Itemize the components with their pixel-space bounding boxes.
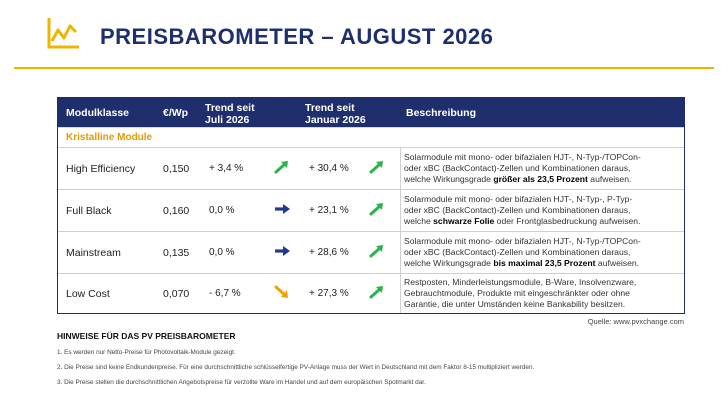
trend-arrow-icon xyxy=(368,244,386,261)
source-note: Quelle: www.pvxchange.com xyxy=(587,317,684,326)
trend-arrow-icon xyxy=(273,285,291,302)
row-trend-januar xyxy=(305,274,400,313)
table-row xyxy=(58,189,684,231)
note-item: 2. Die Preise sind keine Endkundenpreise. Für eine durchschnittliche schlüsselfertige PV-Anlage muss der Wert in Deutschland mit dem Faktor 8-15 multipliziert werden. xyxy=(57,364,535,371)
row-desc-line: oder xBC (BackContact)-Zellen und Kombinationen daraus, xyxy=(404,205,631,215)
row-trend-januar xyxy=(305,148,400,189)
trend-arrow-icon xyxy=(273,202,291,219)
row-beschreibung xyxy=(400,232,684,273)
row-price: 0,135 xyxy=(163,246,190,259)
trend-arrow-icon xyxy=(368,160,386,177)
row-trend-juli-value: + 3,4 % xyxy=(209,163,244,174)
row-trend-januar xyxy=(305,190,400,231)
row-modulklasse: Low Cost xyxy=(66,287,110,300)
row-beschreibung xyxy=(400,190,684,231)
row-modulklasse: High Efficiency xyxy=(66,162,136,175)
col-header-trend-juli-line2: Juli 2026 xyxy=(205,114,250,126)
row-desc-line: Restposten, Minderleistungsmodule, B-Ware, Insolvenzware, xyxy=(404,277,637,287)
row-modulklasse: Mainstream xyxy=(66,246,121,259)
row-trend-juli xyxy=(205,274,305,313)
row-desc-line: welche Wirkungsgrade bis maximal 23,5 Prozent aufweisen. xyxy=(404,258,640,268)
table-row xyxy=(58,273,684,313)
row-desc-line: Solarmodule mit mono- oder bifazialen HJT-, N-Typ-/TOPCon- xyxy=(404,152,641,162)
row-desc-line: oder xBC (BackContact)-Zellen und Kombinationen daraus, xyxy=(404,247,631,257)
table-body xyxy=(58,147,684,313)
page-title: PREISBAROMETER – AUGUST 2026 xyxy=(100,24,494,49)
section-label: Kristalline Module xyxy=(58,127,684,147)
row-desc-line: Solarmodule mit mono- oder bifazialen HJT-, N-Typ-, P-Typ- xyxy=(404,194,633,204)
col-header-trend-juli-line1: Trend seit xyxy=(205,102,255,114)
col-header-price: €/Wp xyxy=(163,106,189,119)
col-header-trend-januar-line2: Januar 2026 xyxy=(305,114,366,126)
row-desc-line: oder xBC (BackContact)-Zellen und Kombinationen daraus, xyxy=(404,163,631,173)
table-header xyxy=(58,98,684,127)
row-beschreibung xyxy=(400,148,684,189)
table-row xyxy=(58,147,684,189)
trend-arrow-icon xyxy=(273,244,291,261)
row-price: 0,150 xyxy=(163,162,190,175)
col-header-beschreibung: Beschreibung xyxy=(406,106,477,119)
col-header-modulklasse: Modulklasse xyxy=(66,106,130,119)
row-price: 0,070 xyxy=(163,287,190,300)
row-trend-januar xyxy=(305,232,400,273)
row-trend-januar-value: + 28,6 % xyxy=(309,247,349,258)
trend-arrow-icon xyxy=(368,285,386,302)
row-trend-januar-value: + 30,4 % xyxy=(309,163,349,174)
note-item: 1. Es werden nur Netto-Preise für Photovoltaik-Module gezeigt. xyxy=(57,349,236,356)
row-desc-line: Garantie, die unter Umständen keine Bankability besitzen. xyxy=(404,299,626,309)
price-table xyxy=(57,97,685,314)
row-trend-juli xyxy=(205,190,305,231)
row-price: 0,160 xyxy=(163,204,190,217)
trend-line-logo-icon xyxy=(46,14,82,50)
notes-title: HINWEISE FÜR DAS PV PREISBAROMETER xyxy=(57,331,236,341)
row-trend-juli-value: 0,0 % xyxy=(209,247,235,258)
row-desc-line: Gebrauchtmodule, Produkte mit eingeschränkter oder ohne xyxy=(404,288,630,298)
row-desc-line: welche Wirkungsgrade größer als 23,5 Prozent aufweisen. xyxy=(404,174,632,184)
trend-arrow-icon xyxy=(368,202,386,219)
row-modulklasse: Full Black xyxy=(66,204,112,217)
row-trend-januar-value: + 27,3 % xyxy=(309,288,349,299)
col-header-trend-januar-line1: Trend seit xyxy=(305,102,355,114)
row-trend-januar-value: + 23,1 % xyxy=(309,205,349,216)
table-row xyxy=(58,231,684,273)
trend-arrow-icon xyxy=(273,160,291,177)
row-trend-juli-value: 0,0 % xyxy=(209,205,235,216)
row-trend-juli xyxy=(205,232,305,273)
col-header-trend-juli xyxy=(205,98,305,127)
row-trend-juli xyxy=(205,148,305,189)
row-desc-line: Solarmodule mit mono- oder bifazialen HJT-, N-Typ-/TOPCon- xyxy=(404,236,641,246)
col-header-trend-januar xyxy=(305,98,400,127)
row-desc-line: welche schwarze Folie oder Frontglasbedruckung aufweisen. xyxy=(404,216,641,226)
note-item: 3. Die Preise stellen die durchschnittlichen Angebotspreise für verzollte Ware im Handel und auf dem europäischen Spotmarkt dar. xyxy=(57,379,426,386)
row-beschreibung xyxy=(400,274,684,313)
title-divider xyxy=(14,67,714,69)
row-trend-juli-value: - 6,7 % xyxy=(209,288,241,299)
